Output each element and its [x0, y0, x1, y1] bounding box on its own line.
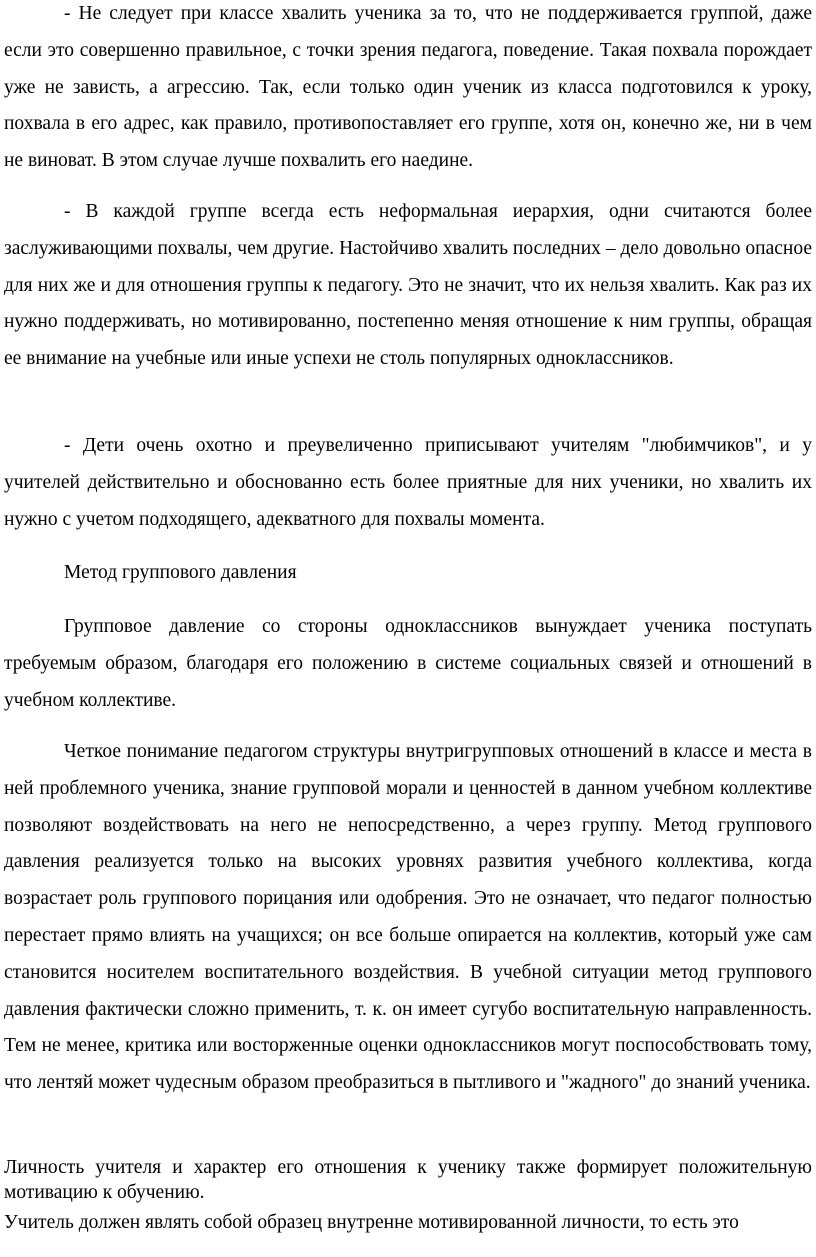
- paragraph-teacher-example: Учитель должен являть собой образец внутренне мотивированной личности, то есть это: [4, 1212, 739, 1233]
- paragraph-praise-group: - Не следует при классе хвалить ученика за то, что не поддерживается группой, даже если это совершенно правильное, с точки зрения педагога, поведение. Такая похвала порождает уже не зависть, а агрессию. Так, если только один ученик из класса подготовился к уроку, похвала в его адрес, как правило, противопоставляет его группе, хотя он, конечно же, ни в чем не виноват. В этом случае лучше похвалить его наедине.: [4, 3, 812, 172]
- paragraph-group-pressure: Групповое давление со стороны одноклассников вынуждает ученика поступать требуемым образом, благодаря его положению в системе социальных связей и отношений в учебном коллективе.: [4, 616, 812, 711]
- section-heading: Метод группового давления: [64, 562, 297, 583]
- paragraph-teacher-personality: Личность учителя и характер его отношения к ученику также формирует положительную мотивацию к обучению.: [4, 1157, 812, 1203]
- paragraph-favorites: - Дети очень охотно и преувеличенно приписывают учителям "любимчиков", и у учителей действительно и обоснованно есть более приятные для них ученики, но хвалить их нужно с учетом подходящего, адекватного для похвалы момента.: [4, 435, 812, 530]
- paragraph-informal-hierarchy: - В каждой группе всегда есть неформальная иерархия, одни считаются более заслуживающими похвалы, чем другие. Настойчиво хвалить последних – дело довольно опасное для них же и для отношения группы к педагогу. Это не значит, что их нельзя хвалить. Как раз их нужно поддерживать, но мотивированно, постепенно меняя отношение к ним группы, обращая ее внимание на учебные или иные успехи не столь популярных одноклассников.: [4, 201, 812, 370]
- paragraph-group-structure: Четкое понимание педагогом структуры внутригрупповых отношений в классе и места в ней проблемного ученика, знание групповой морали и ценностей в данном учебном коллективе позволяют воздействовать на него не непосредственно, а через группу. Метод группового давления реализуется только на высоких уровнях развития учебного коллектива, когда возрастает роль группового порицания или одобрения. Это не означает, что педагог полностью перестает прямо влиять на учащихся; он все больше опирается на коллектив, который уже сам становится носителем воспитательного воздействия. В учебной ситуации метод группового давления фактически сложно применить, т. к. он имеет сугубо воспитательную направленность. Тем не менее, критика или восторженные оценки одноклассников могут поспособствовать тому, что лентяй может чудесным образом преобразиться в пытливого и "жадного" до знаний ученика.: [4, 741, 812, 1094]
